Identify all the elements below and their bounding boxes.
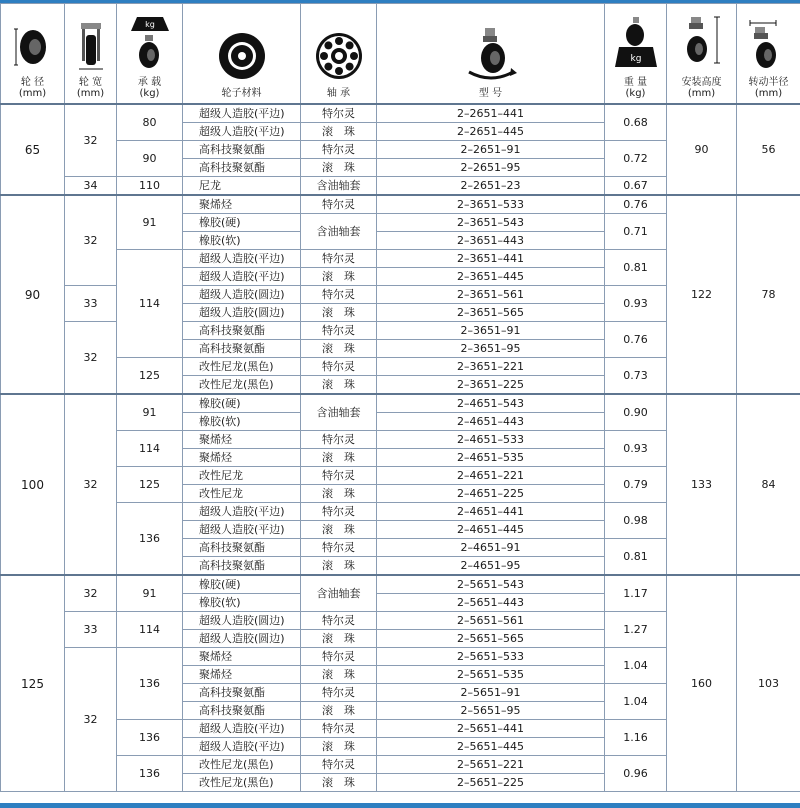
material-cell: 橡胶(硬) [183, 214, 301, 232]
load-cell: 90 [117, 141, 183, 177]
load-cell: 110 [117, 177, 183, 196]
model-cell: 2–5651–221 [377, 756, 605, 774]
material-cell: 超级人造胶(平边) [183, 123, 301, 141]
material-cell: 超级人造胶(平边) [183, 250, 301, 268]
weight-cell: 0.72 [605, 141, 667, 177]
material-cell: 高科技聚氨酯 [183, 684, 301, 702]
mounting-height-icon [679, 15, 725, 71]
weight-cell: 0.81 [605, 539, 667, 576]
material-cell: 超级人造胶(圆边) [183, 612, 301, 630]
bearing-cell: 滚 珠 [301, 268, 377, 286]
model-cell: 2–3651–91 [377, 322, 605, 340]
header-weight-unit: (kg) [625, 88, 646, 99]
bearing-cell: 滚 珠 [301, 738, 377, 756]
weight-cell: 0.73 [605, 358, 667, 395]
caster-weight-icon [613, 15, 659, 71]
load-cell: 125 [117, 467, 183, 503]
bearing-cell: 滚 珠 [301, 702, 377, 720]
weight-cell: 1.04 [605, 684, 667, 720]
header-bearing-label: 轴 承 [326, 88, 351, 99]
wheel-diameter-icon [13, 19, 53, 71]
bearing-cell: 特尔灵 [301, 250, 377, 268]
bearing-cell: 特尔灵 [301, 756, 377, 774]
table-row [1, 394, 800, 413]
bearing-cell: 滚 珠 [301, 485, 377, 503]
header-width-label: 轮 宽 [78, 77, 103, 88]
model-cell: 2–2651–23 [377, 177, 605, 196]
material-cell: 超级人造胶(平边) [183, 104, 301, 123]
header-weight-label: 重 量 [623, 77, 648, 88]
bearing-cell: 特尔灵 [301, 467, 377, 485]
weight-cell: 1.17 [605, 575, 667, 612]
material-cell: 橡胶(硬) [183, 575, 301, 594]
header-material [183, 4, 301, 105]
model-cell: 2–5651–443 [377, 594, 605, 612]
load-cell: 91 [117, 195, 183, 250]
load-cell: 136 [117, 756, 183, 792]
width-cell: 34 [65, 177, 117, 196]
header-bearing [301, 4, 377, 105]
bearing-cell: 滚 珠 [301, 304, 377, 322]
material-cell: 超级人造胶(平边) [183, 738, 301, 756]
bearing-cell: 含油轴套 [301, 214, 377, 250]
bearing-cell: 特尔灵 [301, 104, 377, 123]
model-cell: 2–2651–91 [377, 141, 605, 159]
model-cell: 2–5651–441 [377, 720, 605, 738]
model-cell: 2–4651–535 [377, 449, 605, 467]
bearing-cell: 特尔灵 [301, 358, 377, 376]
bottom-accent-bar [0, 803, 800, 808]
material-cell: 超级人造胶(平边) [183, 720, 301, 738]
material-cell: 聚烯烃 [183, 195, 301, 214]
model-cell: 2–3651–95 [377, 340, 605, 358]
material-cell: 改性尼龙(黑色) [183, 376, 301, 395]
material-cell: 高科技聚氨酯 [183, 702, 301, 720]
bearing-cell: 含油轴套 [301, 394, 377, 431]
model-cell: 2–4651–543 [377, 394, 605, 413]
swivel-radius-icon [746, 15, 792, 71]
weight-cell: 0.90 [605, 394, 667, 431]
load-cell: 125 [117, 358, 183, 395]
material-cell: 超级人造胶(平边) [183, 521, 301, 539]
width-cell: 32 [65, 648, 117, 792]
material-cell: 高科技聚氨酯 [183, 340, 301, 358]
ball-bearing-icon [313, 30, 365, 82]
model-cell: 2–5651–535 [377, 666, 605, 684]
header-height [667, 4, 737, 105]
bearing-cell: 滚 珠 [301, 159, 377, 177]
model-cell: 2–4651–443 [377, 413, 605, 431]
caster-spec-table [0, 3, 800, 792]
model-cell: 2–3651–543 [377, 214, 605, 232]
bearing-cell: 滚 珠 [301, 376, 377, 395]
radius-cell: 78 [737, 195, 800, 394]
material-cell: 超级人造胶(圆边) [183, 630, 301, 648]
model-cell: 2–5651–445 [377, 738, 605, 756]
bearing-cell: 含油轴套 [301, 575, 377, 612]
model-cell: 2–5651–543 [377, 575, 605, 594]
header-load-label: 承 载 [137, 77, 162, 88]
model-cell: 2–3651–443 [377, 232, 605, 250]
bearing-cell: 滚 珠 [301, 666, 377, 684]
header-radius [737, 4, 800, 105]
weight-cell: 0.76 [605, 322, 667, 358]
header-load-unit: (kg) [139, 88, 160, 99]
height-cell: 122 [667, 195, 737, 394]
model-cell: 2–5651–95 [377, 702, 605, 720]
load-cell: 136 [117, 648, 183, 720]
bearing-cell: 特尔灵 [301, 503, 377, 521]
width-cell: 32 [65, 394, 117, 575]
header-model-label: 型 号 [478, 88, 503, 99]
height-cell: 160 [667, 575, 737, 792]
header-model [377, 4, 605, 105]
table-row [1, 195, 800, 214]
height-cell: 90 [667, 104, 737, 195]
radius-cell: 84 [737, 394, 800, 575]
material-cell: 高科技聚氨酯 [183, 322, 301, 340]
bearing-cell: 滚 珠 [301, 449, 377, 467]
bearing-cell: 特尔灵 [301, 286, 377, 304]
bearing-cell: 滚 珠 [301, 123, 377, 141]
load-cell: 114 [117, 612, 183, 648]
header-height-label: 安装高度 [681, 77, 722, 88]
model-cell: 2–5651–533 [377, 648, 605, 666]
weight-cell: 1.16 [605, 720, 667, 756]
material-cell: 聚烯烃 [183, 449, 301, 467]
material-cell: 尼龙 [183, 177, 301, 196]
material-cell: 高科技聚氨酯 [183, 159, 301, 177]
material-cell: 改性尼龙(黑色) [183, 774, 301, 792]
weight-cell: 0.79 [605, 467, 667, 503]
bearing-cell: 滚 珠 [301, 521, 377, 539]
weight-cell: 1.27 [605, 612, 667, 648]
material-cell: 聚烯烃 [183, 666, 301, 684]
model-cell: 2–3651–225 [377, 376, 605, 395]
model-cell: 2–4651–95 [377, 557, 605, 576]
width-cell: 32 [65, 195, 117, 286]
model-cell: 2–3651–441 [377, 250, 605, 268]
model-cell: 2–3651–221 [377, 358, 605, 376]
width-cell: 32 [65, 322, 117, 395]
load-cell: 136 [117, 720, 183, 756]
width-cell: 32 [65, 575, 117, 612]
bearing-cell: 滚 珠 [301, 630, 377, 648]
material-cell: 改性尼龙 [183, 485, 301, 503]
height-cell: 133 [667, 394, 737, 575]
model-cell: 2–2651–445 [377, 123, 605, 141]
material-cell: 橡胶(软) [183, 413, 301, 431]
load-cell: 80 [117, 104, 183, 141]
header-diameter [1, 4, 65, 105]
weight-cell: 0.96 [605, 756, 667, 792]
material-cell: 高科技聚氨酯 [183, 141, 301, 159]
model-cell: 2–2651–441 [377, 104, 605, 123]
bearing-cell: 特尔灵 [301, 431, 377, 449]
table-row [1, 575, 800, 594]
material-cell: 改性尼龙(黑色) [183, 358, 301, 376]
weight-cell: 0.68 [605, 104, 667, 141]
header-height-unit: (mm) [687, 88, 716, 99]
header-radius-unit: (mm) [754, 88, 783, 99]
model-cell: 2–3651–533 [377, 195, 605, 214]
material-cell: 改性尼龙 [183, 467, 301, 485]
model-cell: 2–3651–565 [377, 304, 605, 322]
bearing-cell: 滚 珠 [301, 340, 377, 358]
weight-cell: 0.71 [605, 214, 667, 250]
bearing-cell: 特尔灵 [301, 322, 377, 340]
material-cell: 聚烯烃 [183, 431, 301, 449]
bearing-cell: 特尔灵 [301, 720, 377, 738]
model-cell: 2–5651–565 [377, 630, 605, 648]
weight-cell: 1.04 [605, 648, 667, 684]
model-cell: 2–4651–225 [377, 485, 605, 503]
material-cell: 高科技聚氨酯 [183, 557, 301, 576]
model-cell: 2–5651–91 [377, 684, 605, 702]
header-load [117, 4, 183, 105]
bearing-cell: 特尔灵 [301, 648, 377, 666]
header-diameter-label: 轮 径 [20, 77, 45, 88]
header-radius-label: 转动半径 [748, 77, 789, 88]
swivel-caster-icon [461, 26, 521, 82]
bearing-cell: 特尔灵 [301, 684, 377, 702]
material-cell: 超级人造胶(平边) [183, 268, 301, 286]
load-cell: 114 [117, 250, 183, 358]
width-cell: 33 [65, 612, 117, 648]
bearing-cell: 特尔灵 [301, 141, 377, 159]
wheel-material-icon [216, 30, 268, 82]
model-cell: 2–3651–445 [377, 268, 605, 286]
weight-cell: 0.98 [605, 503, 667, 539]
weight-cell: 0.93 [605, 286, 667, 322]
load-cell: 91 [117, 394, 183, 431]
model-cell: 2–5651–561 [377, 612, 605, 630]
bearing-cell: 含油轴套 [301, 177, 377, 196]
model-cell: 2–4651–221 [377, 467, 605, 485]
material-cell: 橡胶(软) [183, 232, 301, 250]
header-width-unit: (mm) [76, 88, 105, 99]
diameter-cell: 100 [1, 394, 65, 575]
model-cell: 2–4651–91 [377, 539, 605, 557]
wheel-width-icon [74, 19, 108, 71]
header-weight [605, 4, 667, 105]
width-cell: 33 [65, 286, 117, 322]
svg-text:kg: kg [144, 20, 155, 29]
material-cell: 高科技聚氨酯 [183, 539, 301, 557]
load-cell: 114 [117, 431, 183, 467]
weight-cell: 0.76 [605, 195, 667, 214]
material-cell: 聚烯烃 [183, 648, 301, 666]
bearing-cell: 特尔灵 [301, 539, 377, 557]
model-cell: 2–2651–95 [377, 159, 605, 177]
model-cell: 2–4651–445 [377, 521, 605, 539]
header-width [65, 4, 117, 105]
model-cell: 2–5651–225 [377, 774, 605, 792]
diameter-cell: 125 [1, 575, 65, 792]
header-diameter-unit: (mm) [18, 88, 47, 99]
model-cell: 2–4651–533 [377, 431, 605, 449]
model-cell: 2–4651–441 [377, 503, 605, 521]
diameter-cell: 65 [1, 104, 65, 195]
weight-cell: 0.67 [605, 177, 667, 196]
load-cell: 91 [117, 575, 183, 612]
material-cell: 橡胶(硬) [183, 394, 301, 413]
weight-cell: 0.81 [605, 250, 667, 286]
radius-cell: 56 [737, 104, 800, 195]
material-cell: 超级人造胶(平边) [183, 503, 301, 521]
header-row [1, 4, 800, 105]
bearing-cell: 滚 珠 [301, 774, 377, 792]
table-row [1, 104, 800, 123]
svg-text:kg: kg [630, 54, 641, 64]
header-material-label: 轮子材料 [221, 88, 262, 99]
model-cell: 2–3651–561 [377, 286, 605, 304]
bearing-cell: 滚 珠 [301, 557, 377, 576]
width-cell: 32 [65, 104, 117, 177]
diameter-cell: 90 [1, 195, 65, 394]
material-cell: 改性尼龙(黑色) [183, 756, 301, 774]
radius-cell: 103 [737, 575, 800, 792]
material-cell: 超级人造胶(圆边) [183, 286, 301, 304]
load-weight-icon [127, 15, 173, 71]
material-cell: 橡胶(软) [183, 594, 301, 612]
material-cell: 超级人造胶(圆边) [183, 304, 301, 322]
bearing-cell: 特尔灵 [301, 612, 377, 630]
weight-cell: 0.93 [605, 431, 667, 467]
bearing-cell: 特尔灵 [301, 195, 377, 214]
load-cell: 136 [117, 503, 183, 576]
